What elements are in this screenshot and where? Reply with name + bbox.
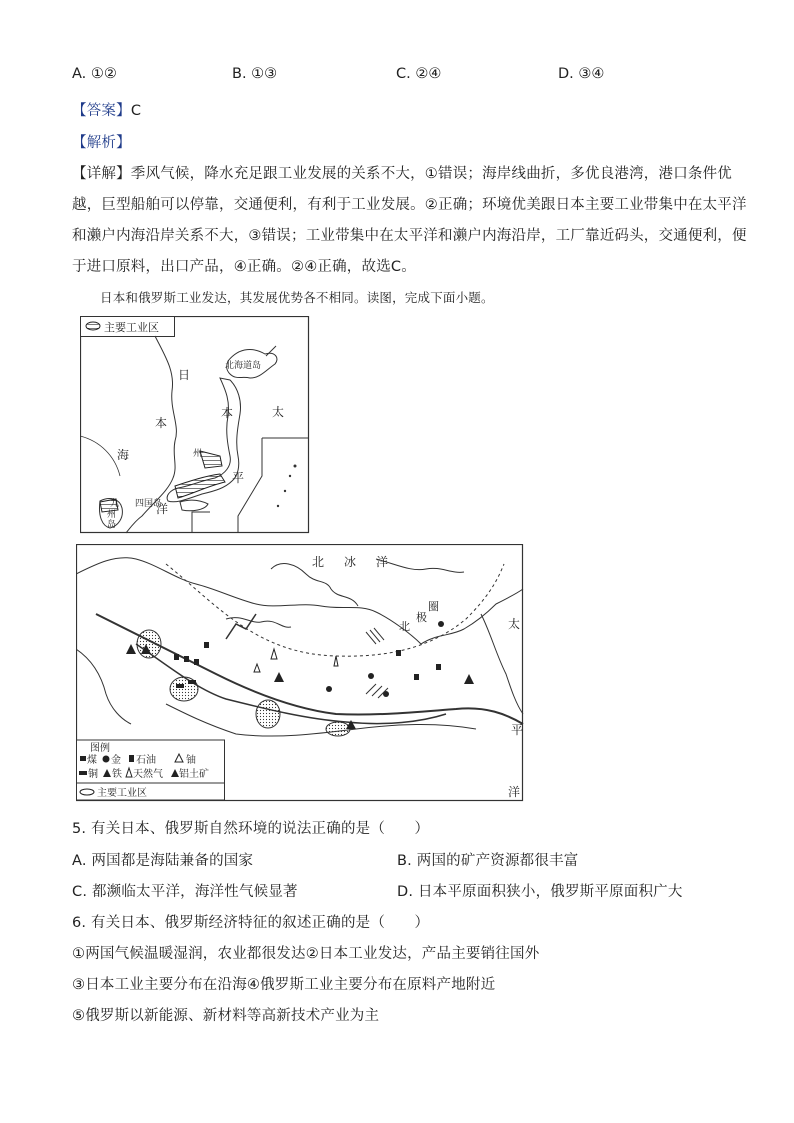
- label-hai: 海: [117, 448, 130, 462]
- q4-option-a: A. ①②: [72, 66, 117, 82]
- japan-map: [80, 316, 310, 534]
- legend-coal: 煤: [87, 755, 97, 766]
- legend-copper: 铜: [88, 769, 98, 780]
- q4-option-c: C. ②④: [396, 66, 442, 82]
- industry-legend-swatch: [86, 322, 100, 330]
- q5-option-b: B. 两国的矿产资源都很丰富: [397, 853, 579, 869]
- label-ri: 日: [178, 368, 191, 382]
- legend-industry: 主要工业区: [97, 788, 147, 799]
- legend-title: 图例: [90, 743, 110, 754]
- legend-uranium: 铀: [186, 755, 196, 766]
- label-bei2: 北: [399, 620, 410, 633]
- legend-gas: 天然气: [133, 769, 163, 780]
- q4-option-b: B. ①③: [232, 66, 278, 82]
- legend-iron: 铁: [112, 769, 122, 780]
- answer-tag: 【答案】: [72, 103, 131, 119]
- label-kyushu-1: 九: [110, 499, 120, 509]
- explanation-line-3: 和濑户内海沿岸关系不大，③错误；工业带集中在太平洋和濑户内海沿岸，工厂靠近码头，交通便利，便: [72, 228, 747, 244]
- label-tai: 太: [272, 405, 285, 419]
- label-quan: 圈: [428, 600, 439, 613]
- answer-value: C: [130, 103, 142, 119]
- label-yang: 洋: [156, 502, 169, 516]
- group-intro: 日本和俄罗斯工业发达，其发展优势各不相同。读图，完成下面小题。: [100, 290, 494, 305]
- explanation-line-4: 于进口原料，出口产品，④正确。②④正确，故选C。: [72, 259, 416, 275]
- explanation-line-2: 越，巨型船舶可以停靠，交通便利，有利于工业发展。②正确；环境优美跟日本主要工业带集中在太平洋: [72, 197, 747, 213]
- q5-option-d: D. 日本平原面积狭小，俄罗斯平原面积广大: [397, 884, 683, 900]
- label-bei: 北: [312, 555, 325, 569]
- label-kyushu-3: 岛: [107, 520, 117, 530]
- russia-map: [76, 544, 524, 802]
- label-ben: 本: [155, 416, 168, 430]
- legend-oil: 石油: [136, 755, 156, 766]
- q5-option-c: C. 都濒临太平洋，海洋性气候显著: [72, 884, 298, 900]
- russia-legend: [77, 740, 225, 800]
- q6-statement-3: ⑤俄罗斯以新能源、新材料等高新技术产业为主: [72, 1008, 380, 1024]
- q5-option-a: A. 两国都是海陆兼备的国家: [72, 853, 254, 869]
- q6-statement-1: ①两国气候温暖湿润，农业都很发达②日本工业发达，产品主要销往国外: [72, 946, 540, 962]
- q6-statement-2: ③日本工业主要分布在沿海④俄罗斯工业主要分布在原料产地附近: [72, 977, 496, 993]
- label-ji: 极: [416, 611, 427, 624]
- label-ping: 平: [232, 471, 245, 485]
- japan-legend-label: 主要工业区: [104, 321, 159, 334]
- answer-line: [72, 99, 141, 120]
- label-honshu: 本: [221, 406, 234, 420]
- label-zhou: 州: [193, 449, 203, 459]
- legend-bauxite: 铝土矿: [179, 769, 209, 780]
- q5-stem: 5. 有关日本、俄罗斯自然环境的说法正确的是（ ）: [72, 821, 430, 837]
- analysis-tag: 【解析】: [72, 135, 131, 151]
- label-bing: 冰: [344, 555, 357, 569]
- label-ping: 平: [511, 723, 524, 737]
- q4-option-d: D. ③④: [558, 66, 605, 82]
- label-yang: 洋: [376, 555, 389, 569]
- legend-gold: 金: [111, 755, 121, 766]
- label-shikoku: 四国岛: [135, 499, 163, 509]
- hokkaido-label: 北海道岛: [225, 361, 262, 371]
- label-yang2: 洋: [508, 785, 521, 799]
- explanation-line-1: 【详解】季风气候，降水充足跟工业发展的关系不大，①错误；海岸线曲折，多优良港湾，港口条件优: [72, 166, 732, 182]
- label-tai: 太: [508, 617, 521, 631]
- label-kyushu-2: 州: [107, 510, 117, 520]
- q6-stem: 6. 有关日本、俄罗斯经济特征的叙述正确的是（ ）: [72, 915, 430, 931]
